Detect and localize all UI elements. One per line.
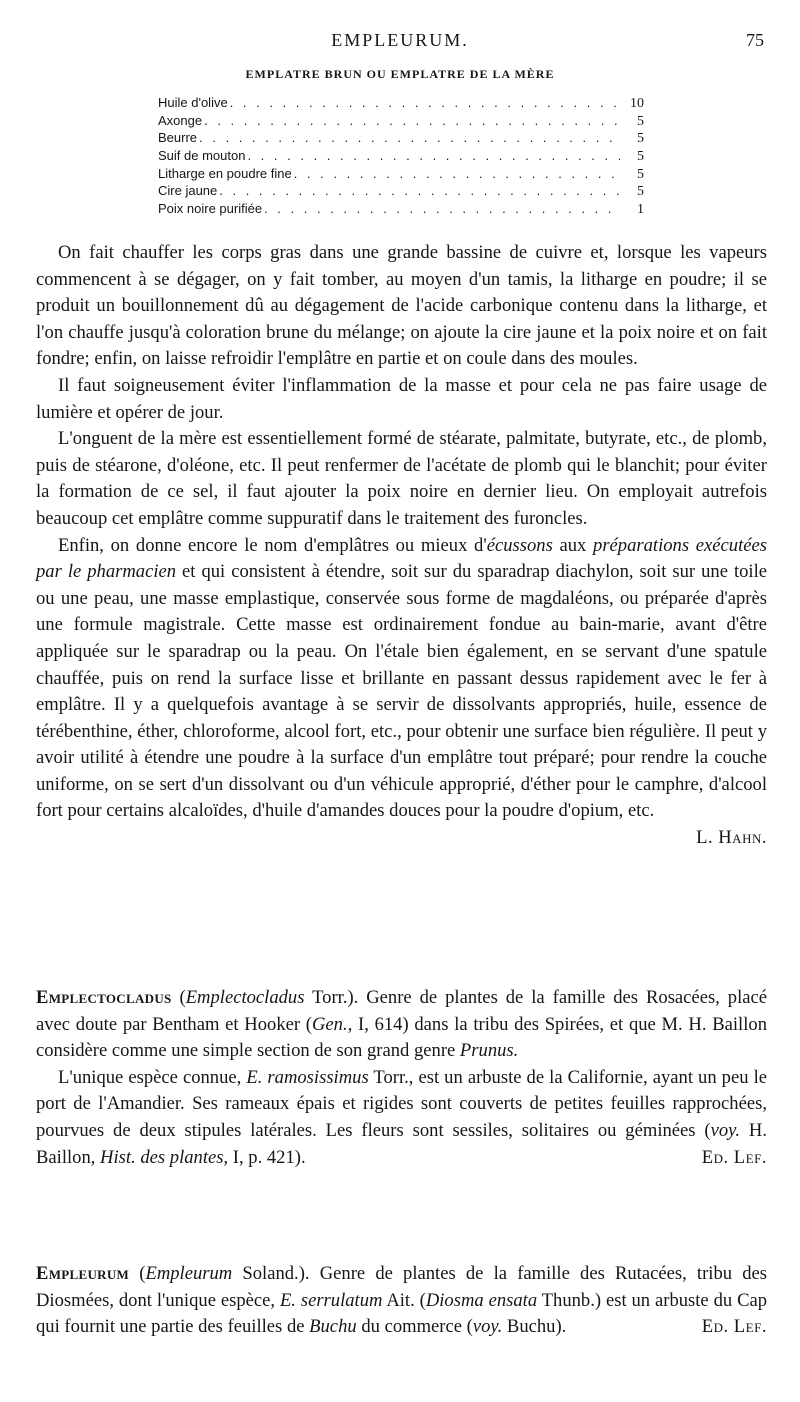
paragraph: On fait chauffer les corps gras dans une grande bassine de cuivre et, lorsque les vapeurs commencent à se dégager, on y fait tomber, au moyen d'un tamis, la litharge en poudre; il se produit un bouillonnement dû au dégagement de l'acide carbonique contenu dans la litharge, et l'on chauffe jusqu'à coloration brune du mélange; on ajoute la cire jaune et la poix noire et on fait fondre; enfin, on laisse refroidir l'emplâtre en partie et on coule dans des moules. (36, 242, 767, 370)
italic-term: Empleurum (145, 1263, 233, 1284)
text-run: du commerce ( (356, 1316, 473, 1338)
ingredient-name: Axonge (158, 112, 203, 128)
article-emplatre-continuation (36, 240, 767, 852)
text-run: Ait. ( (382, 1289, 426, 1311)
italic-term: Gen. (311, 1013, 348, 1035)
dot-leader (294, 165, 620, 183)
dot-leader (204, 112, 620, 130)
text-run: L'unique espèce connue, (58, 1066, 247, 1088)
ingredient-name: Poix noire purifiée (158, 201, 263, 217)
article-emplectocladus (36, 985, 767, 1171)
paragraph (36, 1065, 767, 1171)
italic-term: Prunus. (459, 1040, 519, 1062)
page-number: 75 (746, 30, 764, 50)
dot-leader (230, 94, 620, 112)
formula-row (158, 94, 644, 112)
ingredient-quantity: 1 (637, 202, 644, 218)
running-title: EMPLEURUM. (331, 30, 469, 50)
text-run: Soland.). Genre de plantes de la famille des Rutacées, tribu des Diosmées, dont l'unique espèce, (36, 1263, 767, 1311)
paragraph (36, 1261, 767, 1341)
italic-term: préparations exécutées par le pharmacien (36, 534, 767, 583)
article-empleurum (36, 1261, 767, 1341)
author-signature: L. Hahn. (696, 827, 767, 849)
author-signature: Ed. Lef. (701, 1316, 767, 1338)
formula-row (158, 182, 644, 200)
ingredient-name: Cire jaune (158, 183, 218, 199)
ingredient-name: Beurre (158, 130, 198, 146)
ingredient-quantity: 5 (637, 184, 644, 200)
formula-row (158, 200, 644, 218)
ingredient-name: Huile d'olive (158, 95, 228, 110)
dot-leader (199, 129, 620, 147)
author-signature: Ed. Lef. (701, 1146, 767, 1168)
text-run: Torr., est un arbuste de la Californie, ayant un peu le port de l'Amandier. Ses rameaux épais et rigides sont couverts de petites feuilles rapprochées, pourvues de deux stipules latérales. Les fleurs sont sessiles, solitaires ou géminées ( (36, 1066, 767, 1141)
paragraph (36, 985, 767, 1065)
text-run: Enfin, on donne encore le nom d'emplâtres ou mieux d' (58, 534, 487, 556)
formula-list (158, 94, 644, 218)
ingredient-quantity: 5 (637, 131, 644, 147)
paragraph (36, 533, 768, 849)
text-run: Torr.). Genre de plantes de la famille des Rosacées, placé avec doute par Bentham et Hooker ( (36, 987, 768, 1035)
ingredient-quantity: 5 (637, 113, 644, 129)
text-run: Thunb.) est un arbuste du Cap qui fournit une partie des feuilles de (36, 1289, 768, 1338)
dot-leader (264, 200, 620, 218)
text-run: ( (129, 1263, 146, 1284)
text-run: et qui consistent à étendre, soit sur du sparadrap diachylon, soit sur une toile ou une peau, une masse emplastique, conservée sous forme de magdaléons, ou préparée d'après une formule magistrale. Cette masse est ordinairement fondue au bain-marie, avant d'être appliquée sur le sparadrap ou la peau. On l'étale bien également, en se servant d'une spatule chauffée, puis on rend la surface lisse et brillante en passant dessus rapidement avec le fer à emplâtre. Il y a quelquefois avantage à se servir de dissolvants appropriés, huile, essence de térébenthine, éther, chloroforme, alcool fort, etc., pour obtenir une surface bien régulière. Il peut y avoir utilité à étendre une poudre à la surface d'un emplâtre tout préparé; pour rendre la couche uniforme, on se sert d'un dissolvant ou d'un véhicule approprié, d'éther pour le camphre, d'alcool fort pour certains alcaloïdes, d'huile d'amandes douces pour la poudre d'opium, etc. (36, 561, 768, 822)
formula-row (158, 112, 644, 130)
dot-leader (247, 147, 620, 165)
text-run: , I, p. 421). (223, 1146, 306, 1168)
text-run: Buchu). (502, 1316, 567, 1338)
italic-term: voy. (472, 1316, 503, 1338)
dot-leader (219, 182, 620, 200)
italic-term: Hist. des plantes (100, 1146, 224, 1168)
italic-term: voy. (710, 1119, 741, 1141)
text-run: H. Baillon, (36, 1119, 767, 1168)
italic-term: Buchu (309, 1316, 357, 1338)
ingredient-quantity: 10 (630, 96, 644, 111)
italic-term: E. ramosissimus (246, 1066, 369, 1088)
paragraph: Il faut soigneusement éviter l'inflammation de la masse et pour cela ne pas faire usage de lumière et opérer de jour. (36, 374, 767, 423)
ingredient-name: Litharge en poudre fine (158, 165, 292, 181)
formula-row (158, 129, 644, 147)
text-run: ( (171, 987, 186, 1008)
formula-row (158, 165, 644, 183)
formula-row (158, 147, 644, 165)
text-run: aux (552, 534, 594, 556)
ingredient-quantity: 5 (637, 166, 644, 182)
italic-term: E. serrulatum (279, 1289, 383, 1311)
formula-heading: EMPLATRE BRUN OU EMPLATRE DE LA MÈRE (245, 67, 555, 81)
ingredient-quantity: 5 (637, 149, 644, 165)
running-header (0, 30, 800, 52)
italic-term: écussons (486, 534, 553, 556)
italic-term: Diosma ensata (425, 1289, 538, 1311)
text-run: , I, 614) dans la tribu des Spirées, et que M. H. Baillon considère comme une simple section de son grand genre (36, 1013, 767, 1062)
italic-term: Emplectocladus (185, 987, 305, 1008)
paragraph: L'onguent de la mère est essentiellement formé de stéarate, palmitate, butyrate, etc., de plomb, puis de stéarone, d'oléone, etc. Il peut renfermer de l'acétate de plomb qui le blanchit; pour éviter la formation de ce sel, il faut ajouter la poix noire en dernier lieu. On employait autrefois beaucoup cet emplâtre comme suppuratif dans le traitement des furoncles. (36, 428, 767, 529)
entry-headword: Empleurum (36, 1263, 130, 1284)
ingredient-name: Suif de mouton (158, 148, 246, 164)
entry-headword: Emplectocladus (36, 987, 172, 1008)
